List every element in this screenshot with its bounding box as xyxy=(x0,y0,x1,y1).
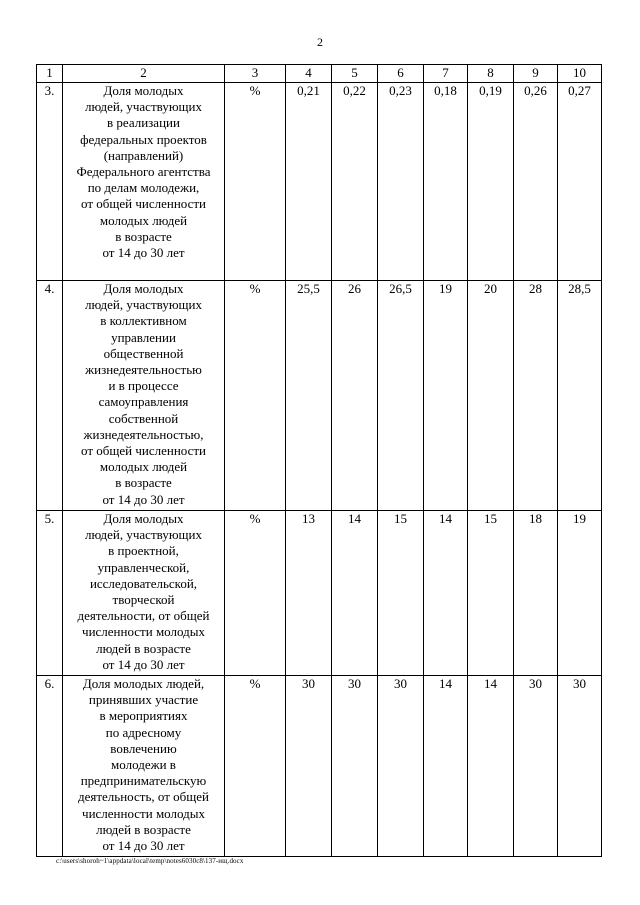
unit-cell: % xyxy=(225,83,286,281)
value-cell: 0,23 xyxy=(378,83,424,281)
value-cell: 14 xyxy=(424,676,468,857)
value-cell: 0,22 xyxy=(332,83,378,281)
value-cell: 14 xyxy=(468,676,514,857)
value-cell: 20 xyxy=(468,281,514,511)
column-header: 4 xyxy=(286,65,332,83)
value-cell: 15 xyxy=(468,511,514,676)
value-cell: 26,5 xyxy=(378,281,424,511)
indicator-description: Доля молодых людей, участвующих в коллективном управлении общественной жизнедеятельностью и в процессе самоуправления собственной жизнедеятельностью, от общей численности молодых людей в возрасте от 14 до 30 лет xyxy=(63,281,225,511)
indicator-description: Доля молодых людей, участвующих в реализации федеральных проектов (направлений) Федерального агентства по делам молодежи, от общей численности молодых людей в возрасте от 14 до 30 лет xyxy=(63,83,225,281)
value-cell: 28,5 xyxy=(558,281,602,511)
value-cell: 25,5 xyxy=(286,281,332,511)
table-row xyxy=(37,83,602,281)
value-cell: 14 xyxy=(332,511,378,676)
value-cell: 30 xyxy=(286,676,332,857)
unit-cell: % xyxy=(225,281,286,511)
value-cell: 26 xyxy=(332,281,378,511)
table-row xyxy=(37,676,602,857)
row-number: 3. xyxy=(37,83,63,281)
unit-cell: % xyxy=(225,676,286,857)
value-cell: 28 xyxy=(514,281,558,511)
table-row xyxy=(37,281,602,511)
value-cell: 0,18 xyxy=(424,83,468,281)
value-cell: 30 xyxy=(558,676,602,857)
column-header: 2 xyxy=(63,65,225,83)
file-path-footer: c:\users\shoroh~1\appdata\local\temp\notes6030c8\137-ищ.docx xyxy=(56,857,244,865)
value-cell: 13 xyxy=(286,511,332,676)
value-cell: 18 xyxy=(514,511,558,676)
value-cell: 19 xyxy=(424,281,468,511)
value-cell: 19 xyxy=(558,511,602,676)
unit-cell: % xyxy=(225,511,286,676)
column-header: 10 xyxy=(558,65,602,83)
value-cell: 15 xyxy=(378,511,424,676)
value-cell: 0,19 xyxy=(468,83,514,281)
column-header: 5 xyxy=(332,65,378,83)
indicators-table xyxy=(36,64,602,857)
column-header: 9 xyxy=(514,65,558,83)
row-number: 4. xyxy=(37,281,63,511)
row-number: 6. xyxy=(37,676,63,857)
page-number: 2 xyxy=(317,35,323,49)
value-cell: 14 xyxy=(424,511,468,676)
value-cell: 0,27 xyxy=(558,83,602,281)
value-cell: 30 xyxy=(332,676,378,857)
table-header-row xyxy=(37,65,602,83)
column-header: 6 xyxy=(378,65,424,83)
value-cell: 30 xyxy=(514,676,558,857)
column-header: 8 xyxy=(468,65,514,83)
column-header: 7 xyxy=(424,65,468,83)
column-header: 1 xyxy=(37,65,63,83)
row-number: 5. xyxy=(37,511,63,676)
value-cell: 0,21 xyxy=(286,83,332,281)
value-cell: 30 xyxy=(378,676,424,857)
column-header: 3 xyxy=(225,65,286,83)
indicator-description: Доля молодых людей, принявших участие в мероприятиях по адресному вовлечению молодежи в предпринимательскую деятельность, от общей численности молодых людей в возрасте от 14 до 30 лет xyxy=(63,676,225,857)
indicator-description: Доля молодых людей, участвующих в проектной, управленческой, исследовательской, творческой деятельности, от общей численности молодых людей в возрасте от 14 до 30 лет xyxy=(63,511,225,676)
table-row xyxy=(37,511,602,676)
value-cell: 0,26 xyxy=(514,83,558,281)
